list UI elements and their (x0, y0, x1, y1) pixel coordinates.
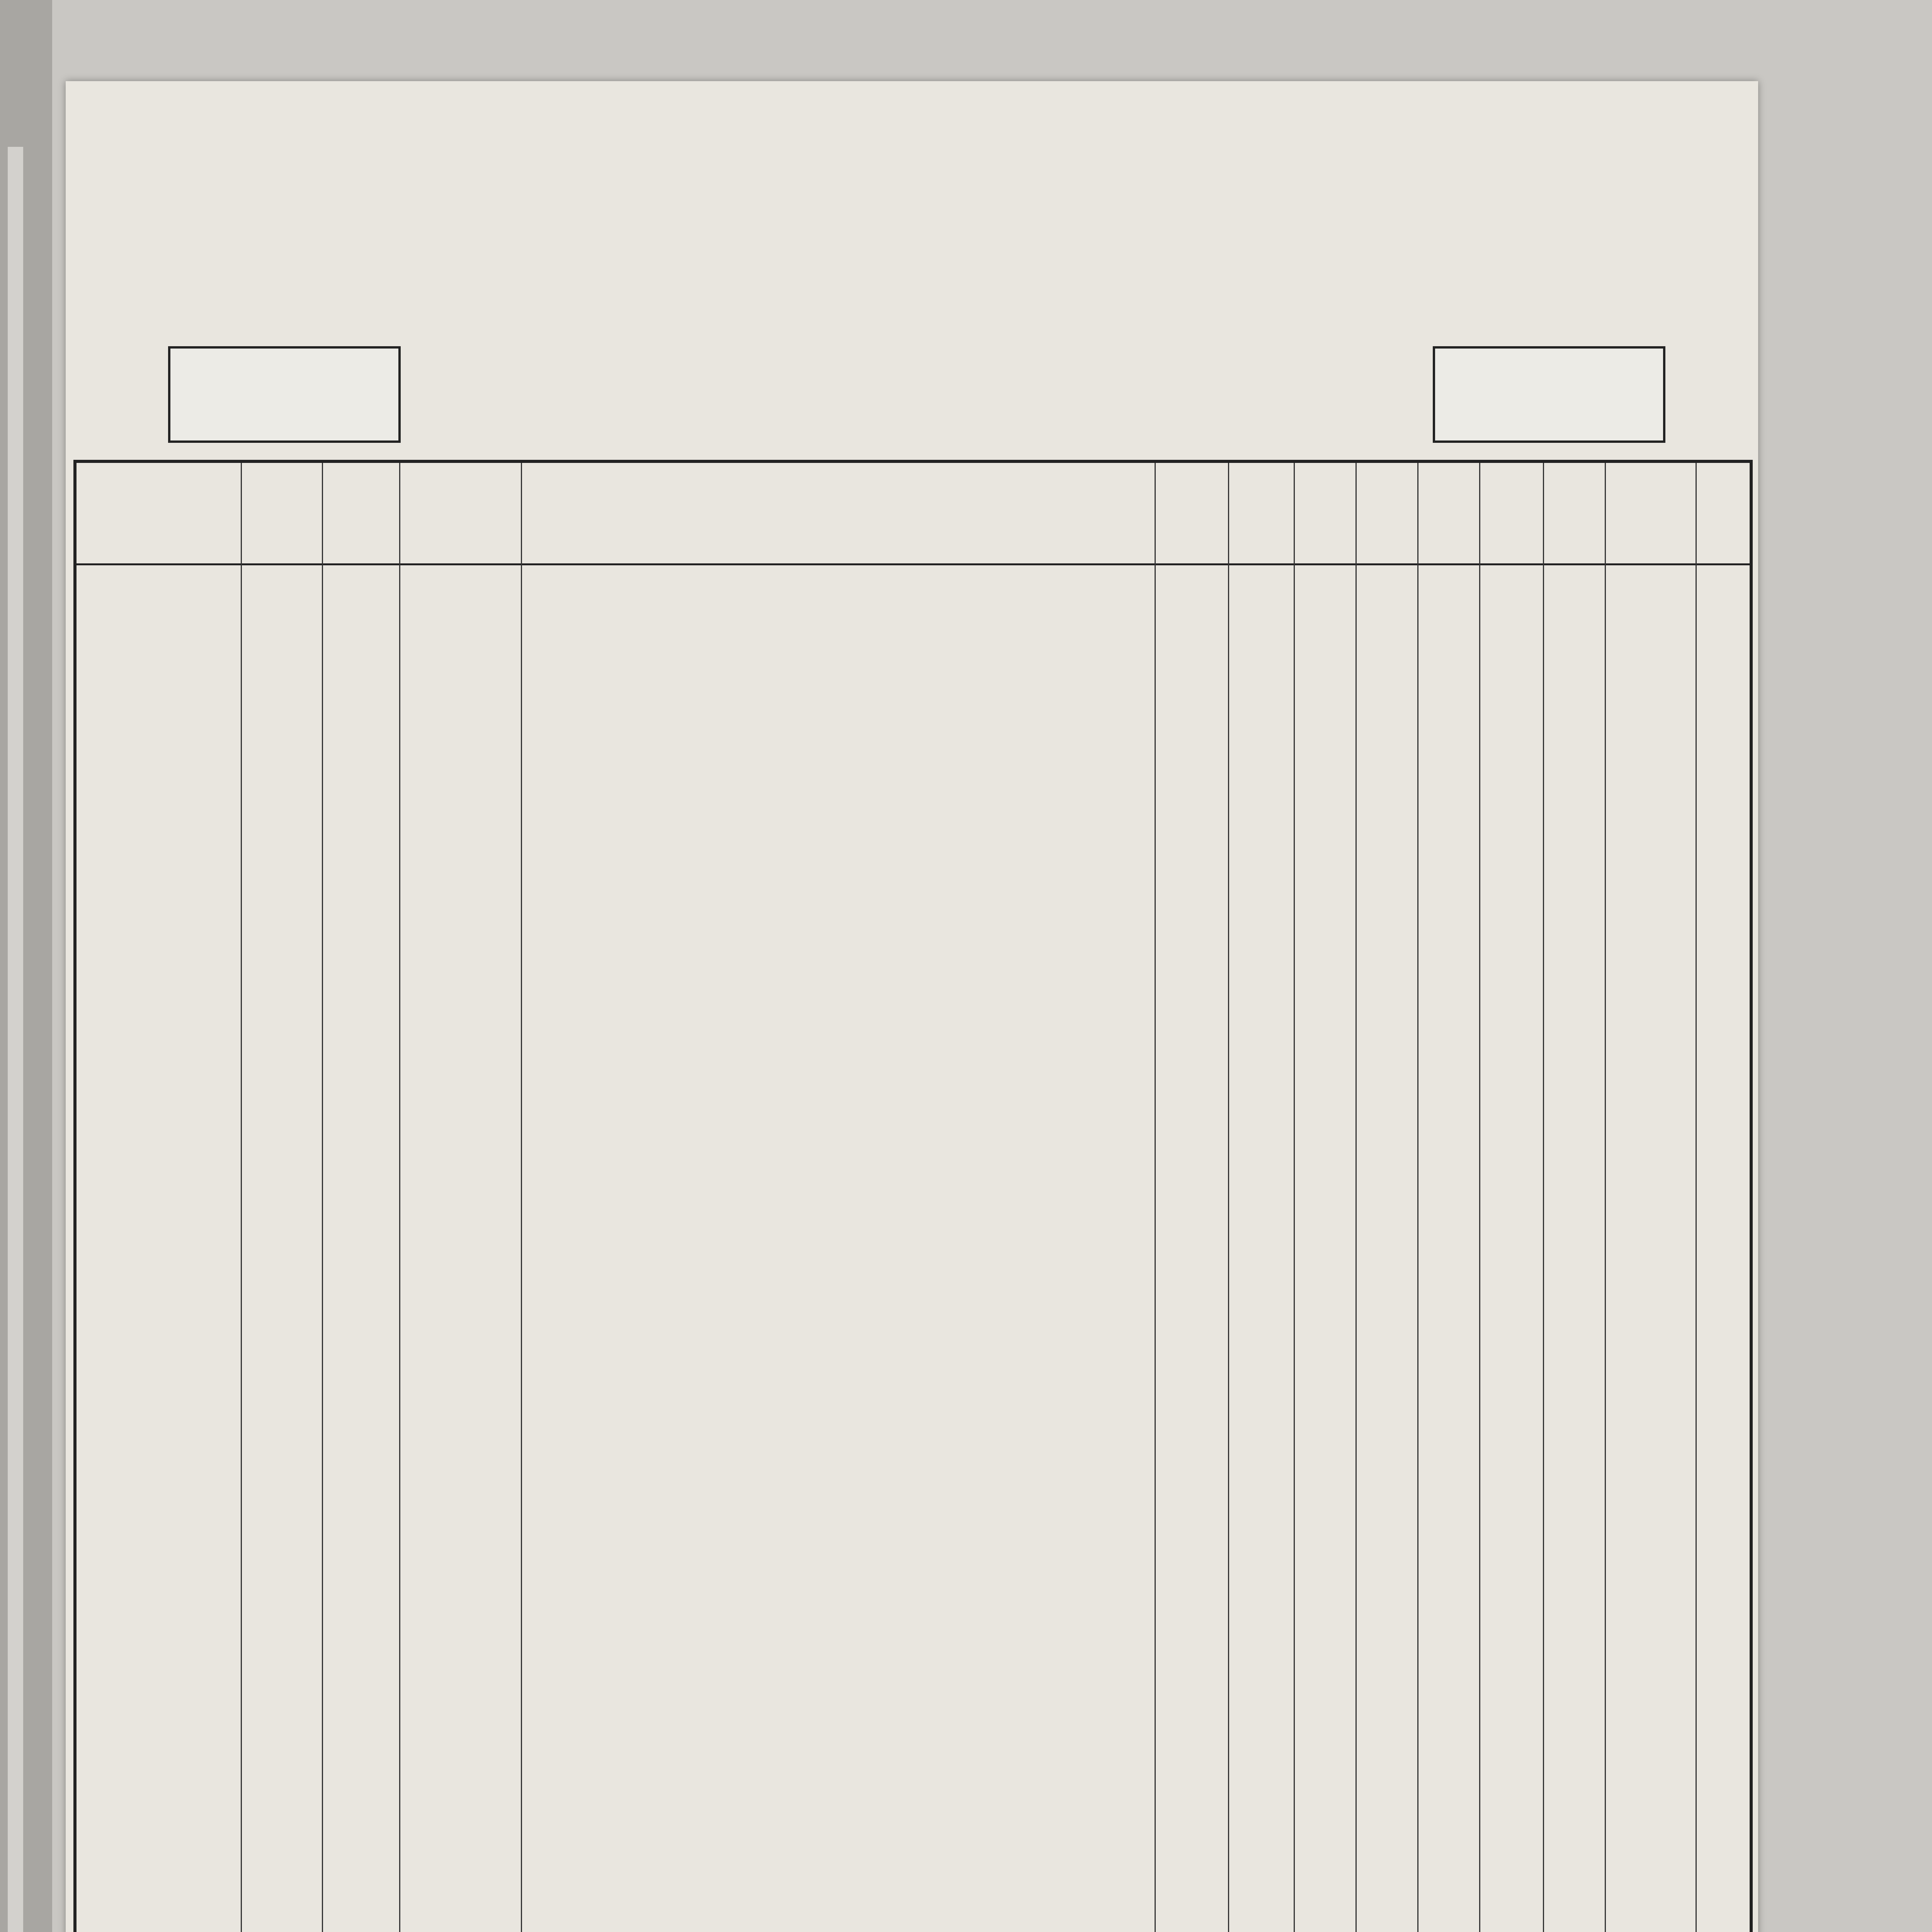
running-header (108, 155, 1741, 182)
adjacent-page-edge (0, 0, 52, 1932)
telephone-box-left (168, 346, 401, 443)
masthead-title (81, 193, 1750, 355)
table-body (77, 565, 1750, 1932)
telephone-box-right (1433, 346, 1665, 443)
quotation-table (73, 460, 1753, 1932)
table-header (77, 463, 1750, 565)
